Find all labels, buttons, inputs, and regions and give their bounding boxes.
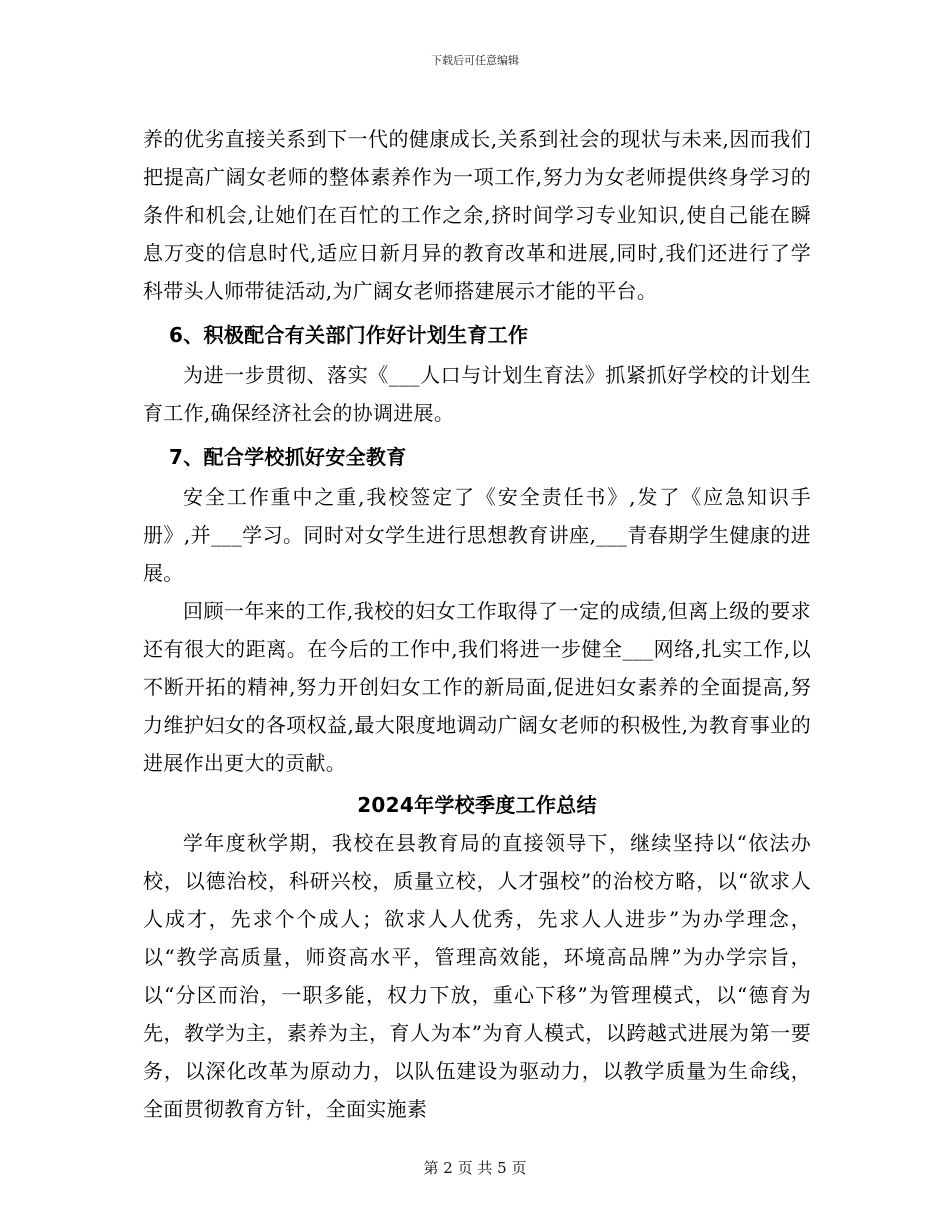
paragraph-family-planning: 为进一步贯彻、落实《___人口与计划生育法》抓紧抓好学校的计划生育工作,确保经济社会的协调进展。: [143, 363, 811, 425]
header-note: 下载后可任意编辑: [431, 54, 519, 67]
page-footer: 第 2 页 共 5 页: [423, 1159, 527, 1177]
paragraph-continuation: 养的优劣直接关系到下一代的健康成长,关系到社会的现状与未来,因而我们把提高广阔女老师的整体素养作为一项工作,努力为女老师提供终身学习的条件和机会,让她们在百忙的工作之余,挤时间学习专业知识,使自己能在瞬息万变的信息时代,适应日新月异的教育改革和进展,同时,我们还进行了学科带头人师带徒活动,为广阔女老师搭建展示才能的平台。: [143, 127, 811, 303]
section-heading-7: 7、配合学校抓好安全教育: [169, 445, 407, 469]
paragraph-review: 回顾一年来的工作,我校的妇女工作取得了一定的成绩,但离上级的要求还有很大的距离。在今后的工作中,我们将进一步健全___网络,扎实工作,以不断开拓的精神,努力开创妇女工作的新局面,促进妇女素养的全面提高,努力维护妇女的各项权益,最大限度地调动广阔女老师的积极性,为教育事业的进展作出更大的贡献。: [143, 599, 811, 775]
document-body: [143, 120, 811, 1128]
paragraph-safety: 安全工作重中之重,我校签定了《安全责任书》,发了《应急知识手册》,并___学习。同时对女学生进行思想教育讲座,___青春期学生健康的进展。: [143, 485, 811, 585]
section-heading-6: 6、积极配合有关部门作好计划生育工作: [169, 323, 529, 347]
paragraph-summary: 学年度秋学期，我校在县教育局的直接领导下，继续坚持以“依法办校，以德治校，科研兴校，质量立校，人才强校”的治校方略，以“欲求人人成才，先求个个成人；欲求人人优秀，先求人人进步”为办学理念，以“教学高质量，师资高水平，管理高效能，环境高品牌”为办学宗旨，以“分区而治，一职多能，权力下放，重心下移”为管理模式，以“德育为先，教学为主，素养为主，育人为本”为育人模式，以跨越式进展为第一要务，以深化改革为原动力，以队伍建设为驱动力，以教学质量为生命线，全面贯彻教育方针，全面实施素: [143, 831, 811, 1121]
document-title: 2024年学校季度工作总结: [357, 793, 597, 817]
